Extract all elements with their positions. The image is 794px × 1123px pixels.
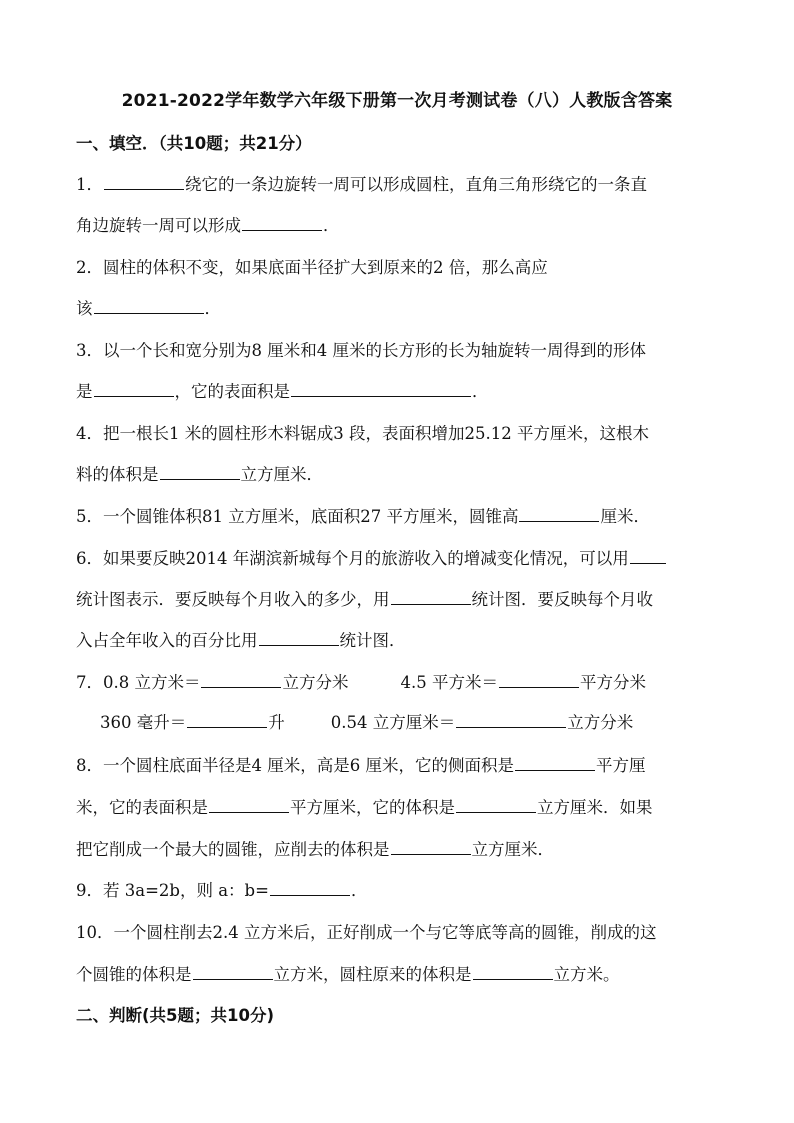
answer-blank[interactable]: [193, 962, 273, 980]
question-10-line-1: 10．一个圆柱削去2.4 立方米后，正好削成一个与它等底等高的圆锥，削成的这: [76, 923, 657, 942]
answer-blank[interactable]: [630, 546, 666, 564]
question-10-line-2: 个圆锥的体积是 立方米，圆柱原来的体积是 立方米。: [76, 961, 726, 985]
answer-blank[interactable]: [242, 213, 322, 231]
answer-blank[interactable]: [270, 878, 350, 896]
question-1-line-2: 角边旋转一周可以形成 ．: [76, 212, 726, 236]
answer-blank[interactable]: [391, 587, 471, 605]
answer-blank[interactable]: [515, 753, 595, 771]
section-heading-fill-in: 一、填空．（共10题；共21分）: [76, 134, 312, 153]
answer-blank[interactable]: [291, 379, 471, 397]
question-9: 9．若 3a=2b，则 a：b= ．: [76, 877, 726, 901]
question-6-line-2: 统计图表示．要反映每个月收入的多少，用 统计图．要反映每个月收: [76, 586, 726, 610]
question-8-line-1: 8．一个圆柱底面半径是4 厘米，高是6 厘米，它的侧面积是 平方厘: [76, 752, 726, 776]
question-7-line-1: 7．0.8 立方米＝ 立方分米 4.5 平方米＝ 平方分米: [76, 669, 726, 693]
answer-blank[interactable]: [201, 670, 281, 688]
answer-blank[interactable]: [94, 296, 204, 314]
question-3-line-1: 3．以一个长和宽分别为8 厘米和4 厘米的长方形的长为轴旋转一周得到的形体: [76, 341, 646, 360]
answer-blank[interactable]: [104, 172, 184, 190]
question-4-line-1: 4．把一根长1 米的圆柱形木料锯成3 段，表面积增加25.12 平方厘米，这根木: [76, 424, 649, 443]
answer-blank[interactable]: [499, 670, 579, 688]
question-8-line-2: 米，它的表面积是 平方厘米，它的体积是 立方厘米．如果: [76, 794, 726, 818]
question-6-line-3: 入占全年收入的百分比用 统计图．: [76, 627, 726, 651]
section-heading-judge: 二、判断(共5题；共10分): [76, 1006, 275, 1025]
answer-blank[interactable]: [456, 710, 566, 728]
question-8-line-3: 把它削成一个最大的圆锥，应削去的体积是 立方厘米．: [76, 836, 726, 860]
answer-blank[interactable]: [519, 504, 599, 522]
question-1-line-1: 1． 绕它的一条边旋转一周可以形成圆柱，直角三角形绕它的一条直: [76, 171, 726, 195]
question-4-line-2: 料的体积是 立方厘米．: [76, 461, 726, 485]
question-3-line-2: 是 ，它的表面积是 ．: [76, 378, 726, 402]
answer-blank[interactable]: [259, 628, 339, 646]
answer-blank[interactable]: [209, 795, 289, 813]
page-title: 2021-2022学年数学六年级下册第一次月考测试卷（八）人教版含答案: [121, 91, 673, 111]
answer-blank[interactable]: [94, 379, 174, 397]
question-6-line-1: 6．如果要反映2014 年湖滨新城每个月的旅游收入的增减变化情况，可以用: [76, 545, 726, 569]
answer-blank[interactable]: [160, 462, 240, 480]
question-5: 5．一个圆锥体积81 立方厘米，底面积27 平方厘米，圆锥高 厘米．: [76, 503, 726, 527]
answer-blank[interactable]: [391, 837, 471, 855]
question-2-line-1: 2．圆柱的体积不变，如果底面半径扩大到原来的2 倍，那么高应: [76, 258, 548, 277]
answer-blank[interactable]: [456, 795, 536, 813]
question-2-line-2: 该 ．: [76, 295, 726, 319]
answer-blank[interactable]: [187, 710, 267, 728]
question-7-line-2: 360 毫升＝ 升 0.54 立方厘米＝ 立方分米: [100, 709, 750, 733]
answer-blank[interactable]: [473, 962, 553, 980]
